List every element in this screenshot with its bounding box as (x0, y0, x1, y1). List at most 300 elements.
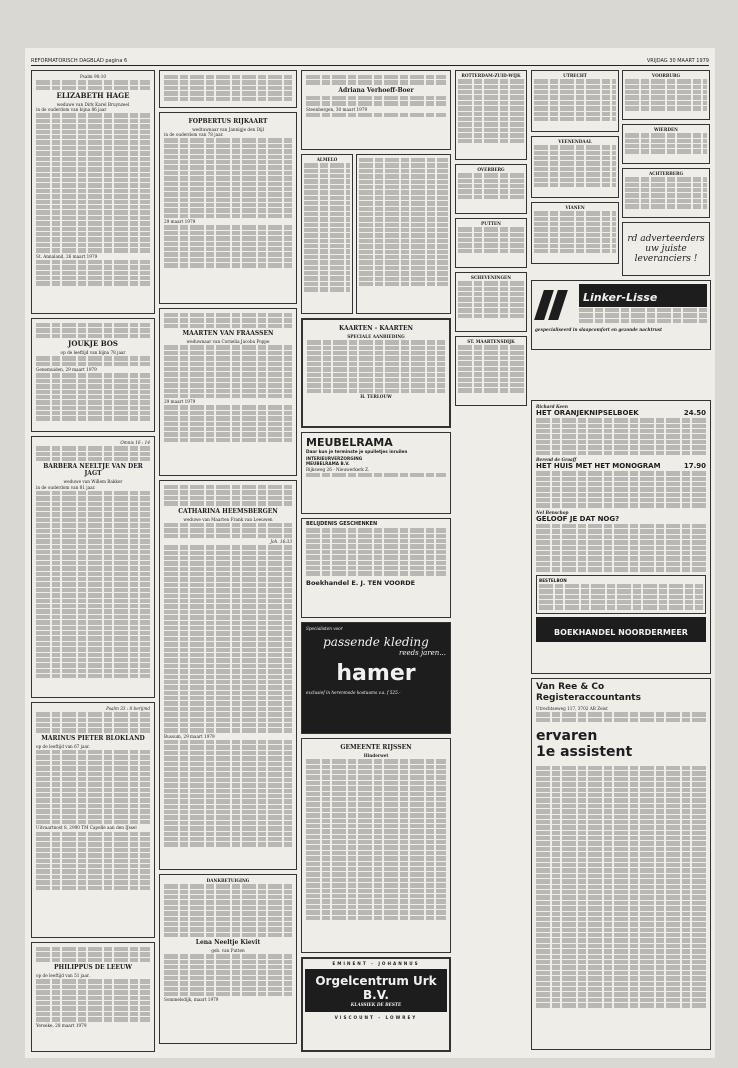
body-text-line (304, 287, 350, 291)
body-text-line (534, 227, 616, 231)
body-text-line (359, 255, 448, 259)
body-text-line (36, 507, 150, 511)
body-text-line (164, 165, 292, 169)
body-text-line (36, 178, 150, 182)
body-text-line (458, 227, 524, 231)
body-text-line (36, 880, 150, 884)
notice-place: St. Annaland, 26 maart 1979 (36, 253, 98, 259)
body-text-line (458, 195, 524, 199)
body-text-line (36, 276, 150, 280)
body-text-line (306, 845, 446, 849)
notice-blokland (31, 702, 155, 938)
book-title: GELOOF JE DAT NOG? (536, 515, 620, 524)
body-text-line (359, 217, 448, 221)
body-text-line (306, 835, 446, 839)
notice-van-der-jagt (31, 436, 155, 698)
body-text-line (36, 626, 150, 630)
body-text-line (36, 545, 150, 549)
body-text-line (164, 610, 292, 614)
body-text-line (307, 378, 445, 382)
body-text-line (458, 133, 524, 137)
body-text-line (536, 847, 706, 851)
body-text-line (36, 875, 150, 879)
body-text-line (534, 145, 616, 149)
body-text-line (534, 90, 616, 94)
header-right: VRIJDAG 30 MAART 1979 (646, 58, 709, 64)
body-text-line (304, 260, 350, 264)
body-text-line (36, 384, 150, 388)
body-text-line (625, 79, 707, 83)
body-text-line (36, 837, 150, 841)
body-text-line (534, 183, 616, 187)
order-form-title: BESTELBON (539, 577, 567, 583)
body-text-line (164, 707, 292, 711)
body-text-line (536, 858, 706, 862)
body-text-line (164, 927, 292, 931)
notice-place: Bussum, 29 maart 1979 (164, 733, 215, 739)
body-text-line (36, 411, 150, 415)
ad-rd-text: rd adverteerders uw juiste leveranciers ! (627, 234, 705, 264)
body-text-line (306, 905, 446, 909)
notice-age: in de ouderdom van bijna 86 jaar (36, 107, 107, 113)
body-text-line (36, 379, 150, 383)
body-text-line (36, 237, 150, 241)
body-text-line (36, 173, 150, 177)
body-text-line (306, 534, 446, 538)
body-text-line (164, 992, 292, 996)
body-text-line (306, 550, 446, 554)
body-text-line (36, 162, 150, 166)
body-text-line (164, 772, 292, 776)
body-text-line (458, 90, 524, 94)
body-text-line (534, 178, 616, 182)
body-text-line (536, 863, 706, 867)
body-text-line (36, 772, 150, 776)
ad-orgelcentrum (301, 957, 451, 1052)
body-text-line (306, 571, 446, 575)
body-text-line (539, 589, 703, 593)
body-text-line (36, 869, 150, 873)
body-text-line (458, 308, 524, 312)
body-text-line (307, 367, 445, 371)
body-text-line (307, 389, 445, 393)
body-text-line (458, 79, 524, 83)
body-text-line (458, 117, 524, 121)
body-text-line (536, 418, 706, 422)
body-text-line (164, 351, 292, 355)
body-text-line (536, 471, 706, 475)
body-text-line (458, 243, 524, 247)
body-text-line (36, 119, 150, 123)
notice-name: Adriana Verhoeff-Boer (338, 86, 414, 94)
notice-dankbetuiging (159, 874, 297, 1044)
body-text-line (164, 176, 292, 180)
body-text-line (536, 933, 706, 937)
body-text-line (359, 266, 448, 270)
body-text-line (36, 534, 150, 538)
body-text-line (164, 648, 292, 652)
body-text-line (164, 422, 292, 426)
body-text-line (304, 223, 350, 227)
body-text-line (534, 244, 616, 248)
body-text-line (164, 664, 292, 668)
body-text-line (164, 987, 292, 991)
body-text-line (536, 949, 706, 953)
body-text-line (164, 680, 292, 684)
body-text-line (164, 416, 292, 420)
body-text-line (36, 491, 150, 495)
body-text-line (536, 901, 706, 905)
body-text-line (164, 138, 292, 142)
body-text-line (36, 323, 150, 327)
body-text-line (304, 271, 350, 275)
body-text-line (458, 378, 524, 382)
book-price: 24.50 (683, 409, 706, 418)
notice-place: Genemuiden, 29 maart 1979 (36, 367, 97, 373)
notice-subtitle: weduwe van Willem Bakker (63, 479, 123, 485)
body-text-line (536, 535, 706, 539)
ad-title: KAARTEN - KAARTEN (338, 325, 414, 332)
body-text-line (625, 199, 707, 203)
body-text-line (304, 249, 350, 253)
body-text-line (36, 609, 150, 613)
body-text-line (536, 928, 706, 932)
ad-title: Linker-Lisse (583, 291, 658, 304)
ad-address: Utrechtseweg 117, 3702 AB Zeist (536, 706, 608, 711)
body-text-line (536, 562, 706, 566)
ad-meubelrama (301, 432, 451, 514)
notice-subtitle: weduwe van Maarten Frank van Leeuwen (183, 516, 273, 522)
body-text-line (306, 765, 446, 769)
notice-subtitle: geb. van Putten (211, 948, 245, 954)
body-text-line (164, 740, 292, 744)
body-text-line (539, 605, 703, 609)
body-text-line (164, 631, 292, 635)
body-text-line (164, 432, 292, 436)
body-text-line (164, 187, 292, 191)
body-text-line (36, 777, 150, 781)
ad-linker-lisse (531, 280, 711, 350)
body-text-line (36, 728, 150, 732)
church-services-strip (301, 154, 451, 314)
body-text-line (306, 555, 446, 559)
body-text-line (36, 416, 150, 420)
book-price: 17.90 (683, 462, 706, 471)
body-text-line (625, 188, 707, 192)
body-text-line (306, 528, 446, 532)
body-text-line (36, 113, 150, 117)
body-text-line (458, 388, 524, 392)
body-text-line (36, 395, 150, 399)
body-text-line (36, 205, 150, 209)
body-text-line (164, 658, 292, 662)
body-text-line (304, 217, 350, 221)
body-text-line (458, 281, 524, 285)
body-text-line (164, 405, 292, 409)
notice-age: op de leeftijd van bijna 78 jaar (60, 350, 126, 356)
body-text-line (306, 775, 446, 779)
body-text-line (306, 561, 446, 565)
body-text-line (164, 155, 292, 159)
notice-name: PHILIPPUS DE LEEUW (54, 964, 132, 972)
body-text-line (36, 328, 150, 332)
body-text-line (164, 556, 292, 560)
body-text-line (164, 751, 292, 755)
body-text-line (536, 524, 706, 528)
body-text-line (164, 572, 292, 576)
ad-title: Orgelcentrum Urk B.V. (315, 974, 437, 1003)
notice-verse: Omnis 16 : 14 (120, 440, 150, 445)
body-text-line (36, 194, 150, 198)
church-list (356, 154, 451, 314)
notice-name: ELIZABETH HAGE (56, 90, 130, 100)
body-text-line (164, 258, 292, 262)
body-text-line (458, 303, 524, 307)
body-text-line (458, 297, 524, 301)
body-text-line (359, 180, 448, 184)
church-veenendaal (531, 136, 619, 198)
body-text-line (306, 819, 446, 823)
ad-subtitle: KLASSIEK DE BESTE (350, 1002, 402, 1008)
body-text-line (536, 718, 706, 722)
body-text-line (536, 965, 706, 969)
body-text-line (36, 582, 150, 586)
body-text-line (36, 766, 150, 770)
ad-shop: Boekhandel E. J. TEN VOORDE (306, 578, 416, 587)
body-text-line (359, 260, 448, 264)
body-text-line (306, 824, 446, 828)
body-text-line (359, 185, 448, 189)
body-text-line (359, 277, 448, 281)
body-text-line (164, 911, 292, 915)
church-name: SCHEVENINGEN (470, 275, 512, 280)
body-text-line (164, 588, 292, 592)
body-text-line (164, 669, 292, 673)
body-text-line (164, 762, 292, 766)
body-text-line (359, 228, 448, 232)
body-text-line (534, 217, 616, 221)
body-text-line (536, 992, 706, 996)
body-text-line (164, 626, 292, 630)
body-text-line (536, 503, 706, 507)
body-text-line (534, 101, 616, 105)
body-text-line (36, 723, 150, 727)
body-text-line (536, 788, 706, 792)
body-text-line (164, 501, 292, 505)
body-text-line (536, 1003, 706, 1007)
ad-books (531, 400, 711, 674)
body-text-line (536, 831, 706, 835)
notice-place: Sommelsdijk, maart 1979 (164, 997, 219, 1003)
body-text-line (458, 351, 524, 355)
body-text-line (36, 588, 150, 592)
body-text-line (304, 244, 350, 248)
ad-top-brands: EMINENT - JOHANNUS (332, 961, 420, 966)
body-text-line (36, 832, 150, 836)
body-text-line (536, 906, 706, 910)
body-text-line (534, 85, 616, 89)
notice-place: Steenbergen, 30 maart 1979 (306, 106, 368, 112)
body-text-line (304, 228, 350, 232)
body-text-line (36, 221, 150, 225)
body-text-line (164, 745, 292, 749)
body-text-line (36, 750, 150, 754)
body-text-line (625, 204, 707, 208)
notice-verhoeff (301, 70, 451, 150)
body-text-line (458, 356, 524, 360)
ad-line-1: passende kleding (323, 635, 429, 650)
body-text-line (36, 518, 150, 522)
church-overberg (455, 164, 527, 214)
body-text-line (579, 319, 707, 323)
body-text-line (36, 804, 150, 808)
body-text-line (458, 101, 524, 105)
body-text-line (164, 675, 292, 679)
body-text-line (625, 95, 707, 99)
column-6 (531, 400, 711, 1054)
body-text-line (36, 712, 150, 716)
notice-de-leeuw (31, 942, 155, 1052)
body-text-line (164, 313, 292, 317)
body-text-line (536, 836, 706, 840)
body-text-line (36, 200, 150, 204)
body-text-line (164, 567, 292, 571)
body-text-line (36, 842, 150, 846)
body-text-line (458, 383, 524, 387)
body-text-line (458, 233, 524, 237)
body-text-line (36, 529, 150, 533)
body-text-line (306, 829, 446, 833)
body-text-line (536, 879, 706, 883)
body-text-line (164, 324, 292, 328)
church-wierden (622, 124, 710, 164)
book-title: HET HUIS MET HET MONOGRAM (536, 462, 661, 471)
body-text-line (164, 599, 292, 603)
body-text-line (458, 139, 524, 143)
body-text-line (36, 555, 150, 559)
body-text-line (164, 832, 292, 836)
body-text-line (36, 848, 150, 852)
column-4 (455, 70, 527, 490)
body-text-line (164, 712, 292, 716)
body-text-line (458, 95, 524, 99)
body-text-line (164, 208, 292, 212)
body-text-line (36, 755, 150, 759)
ad-subtitle: SPECIALE AANBIEDING (347, 334, 405, 339)
body-text-line (36, 130, 150, 134)
body-text-line (164, 247, 292, 251)
church-rotterdam (455, 70, 527, 160)
body-text-line (164, 794, 292, 798)
church-name: UTRECHT (563, 73, 587, 78)
body-text-line (359, 282, 448, 286)
body-text-line (164, 767, 292, 771)
notice-heading: DANKBETUIGING (206, 878, 250, 883)
body-text-line (306, 539, 446, 543)
body-text-line (536, 885, 706, 889)
body-text-line (164, 75, 292, 79)
body-text-line (304, 179, 350, 183)
body-text-line (36, 210, 150, 214)
body-text-line (164, 80, 292, 84)
body-text-line (164, 411, 292, 415)
body-text-line (36, 636, 150, 640)
body-text-line (164, 895, 292, 899)
body-text-line (536, 976, 706, 980)
body-text-line (536, 804, 706, 808)
body-text-line (534, 95, 616, 99)
notice-van-fraassen (159, 308, 297, 476)
body-text-line (534, 172, 616, 176)
body-text-line (36, 820, 150, 824)
notice-verse: Joh. 16:33 (270, 538, 292, 544)
notice-name: MAARTEN VAN FRAASSEN (182, 330, 274, 338)
body-text-line (164, 528, 292, 532)
body-text-line (164, 718, 292, 722)
ad-title: GEMEENTE RIJSSEN (340, 744, 412, 751)
body-text-line (359, 271, 448, 275)
body-text-line (164, 318, 292, 322)
body-text-line (536, 546, 706, 550)
notice-rijkaart (159, 112, 297, 304)
body-text-line (306, 916, 446, 920)
body-text-line (36, 502, 150, 506)
body-text-line (36, 550, 150, 554)
body-text-line (359, 196, 448, 200)
body-text-line (359, 190, 448, 194)
body-text-line (36, 561, 150, 565)
ad-title: MEUBELRAMA (306, 436, 393, 449)
body-text-line (36, 653, 150, 657)
body-text-line (36, 886, 150, 890)
body-text-line (307, 356, 445, 360)
body-text-line (164, 783, 292, 787)
body-text-line (36, 782, 150, 786)
body-text-line (625, 90, 707, 94)
body-text-line (164, 778, 292, 782)
body-text-line (36, 146, 150, 150)
body-text-line (536, 493, 706, 497)
body-text-line (164, 976, 292, 980)
ad-subtitle: Daar kun je terminste je spulletjes inruilen (306, 449, 408, 454)
body-text-line (36, 265, 150, 269)
body-text-line (36, 362, 150, 366)
body-text-line (164, 577, 292, 581)
body-text-line (359, 233, 448, 237)
body-text-line (306, 889, 446, 893)
body-text-line (36, 631, 150, 635)
church-name: VIANEN (565, 205, 585, 210)
notice-verse: Psalm 90:10 (79, 74, 107, 79)
body-text-line (306, 802, 446, 806)
notice-intro (159, 70, 297, 108)
body-text-line (579, 308, 707, 312)
body-text-line (164, 242, 292, 246)
notice-age: op de leeftijd van 51 jaar. (36, 973, 90, 979)
body-text-line (306, 862, 446, 866)
body-text-line (625, 139, 707, 143)
body-text-line (458, 122, 524, 126)
body-text-line (164, 231, 292, 235)
body-text-line (164, 906, 292, 910)
bookstore-name: BOEKHANDEL NOORDERMEER (554, 627, 688, 637)
body-text-line (536, 771, 706, 775)
body-text-line (304, 233, 350, 237)
body-text-line (534, 106, 616, 110)
ad-hamer (301, 622, 451, 734)
body-text-line (36, 227, 150, 231)
body-text-line (36, 406, 150, 410)
